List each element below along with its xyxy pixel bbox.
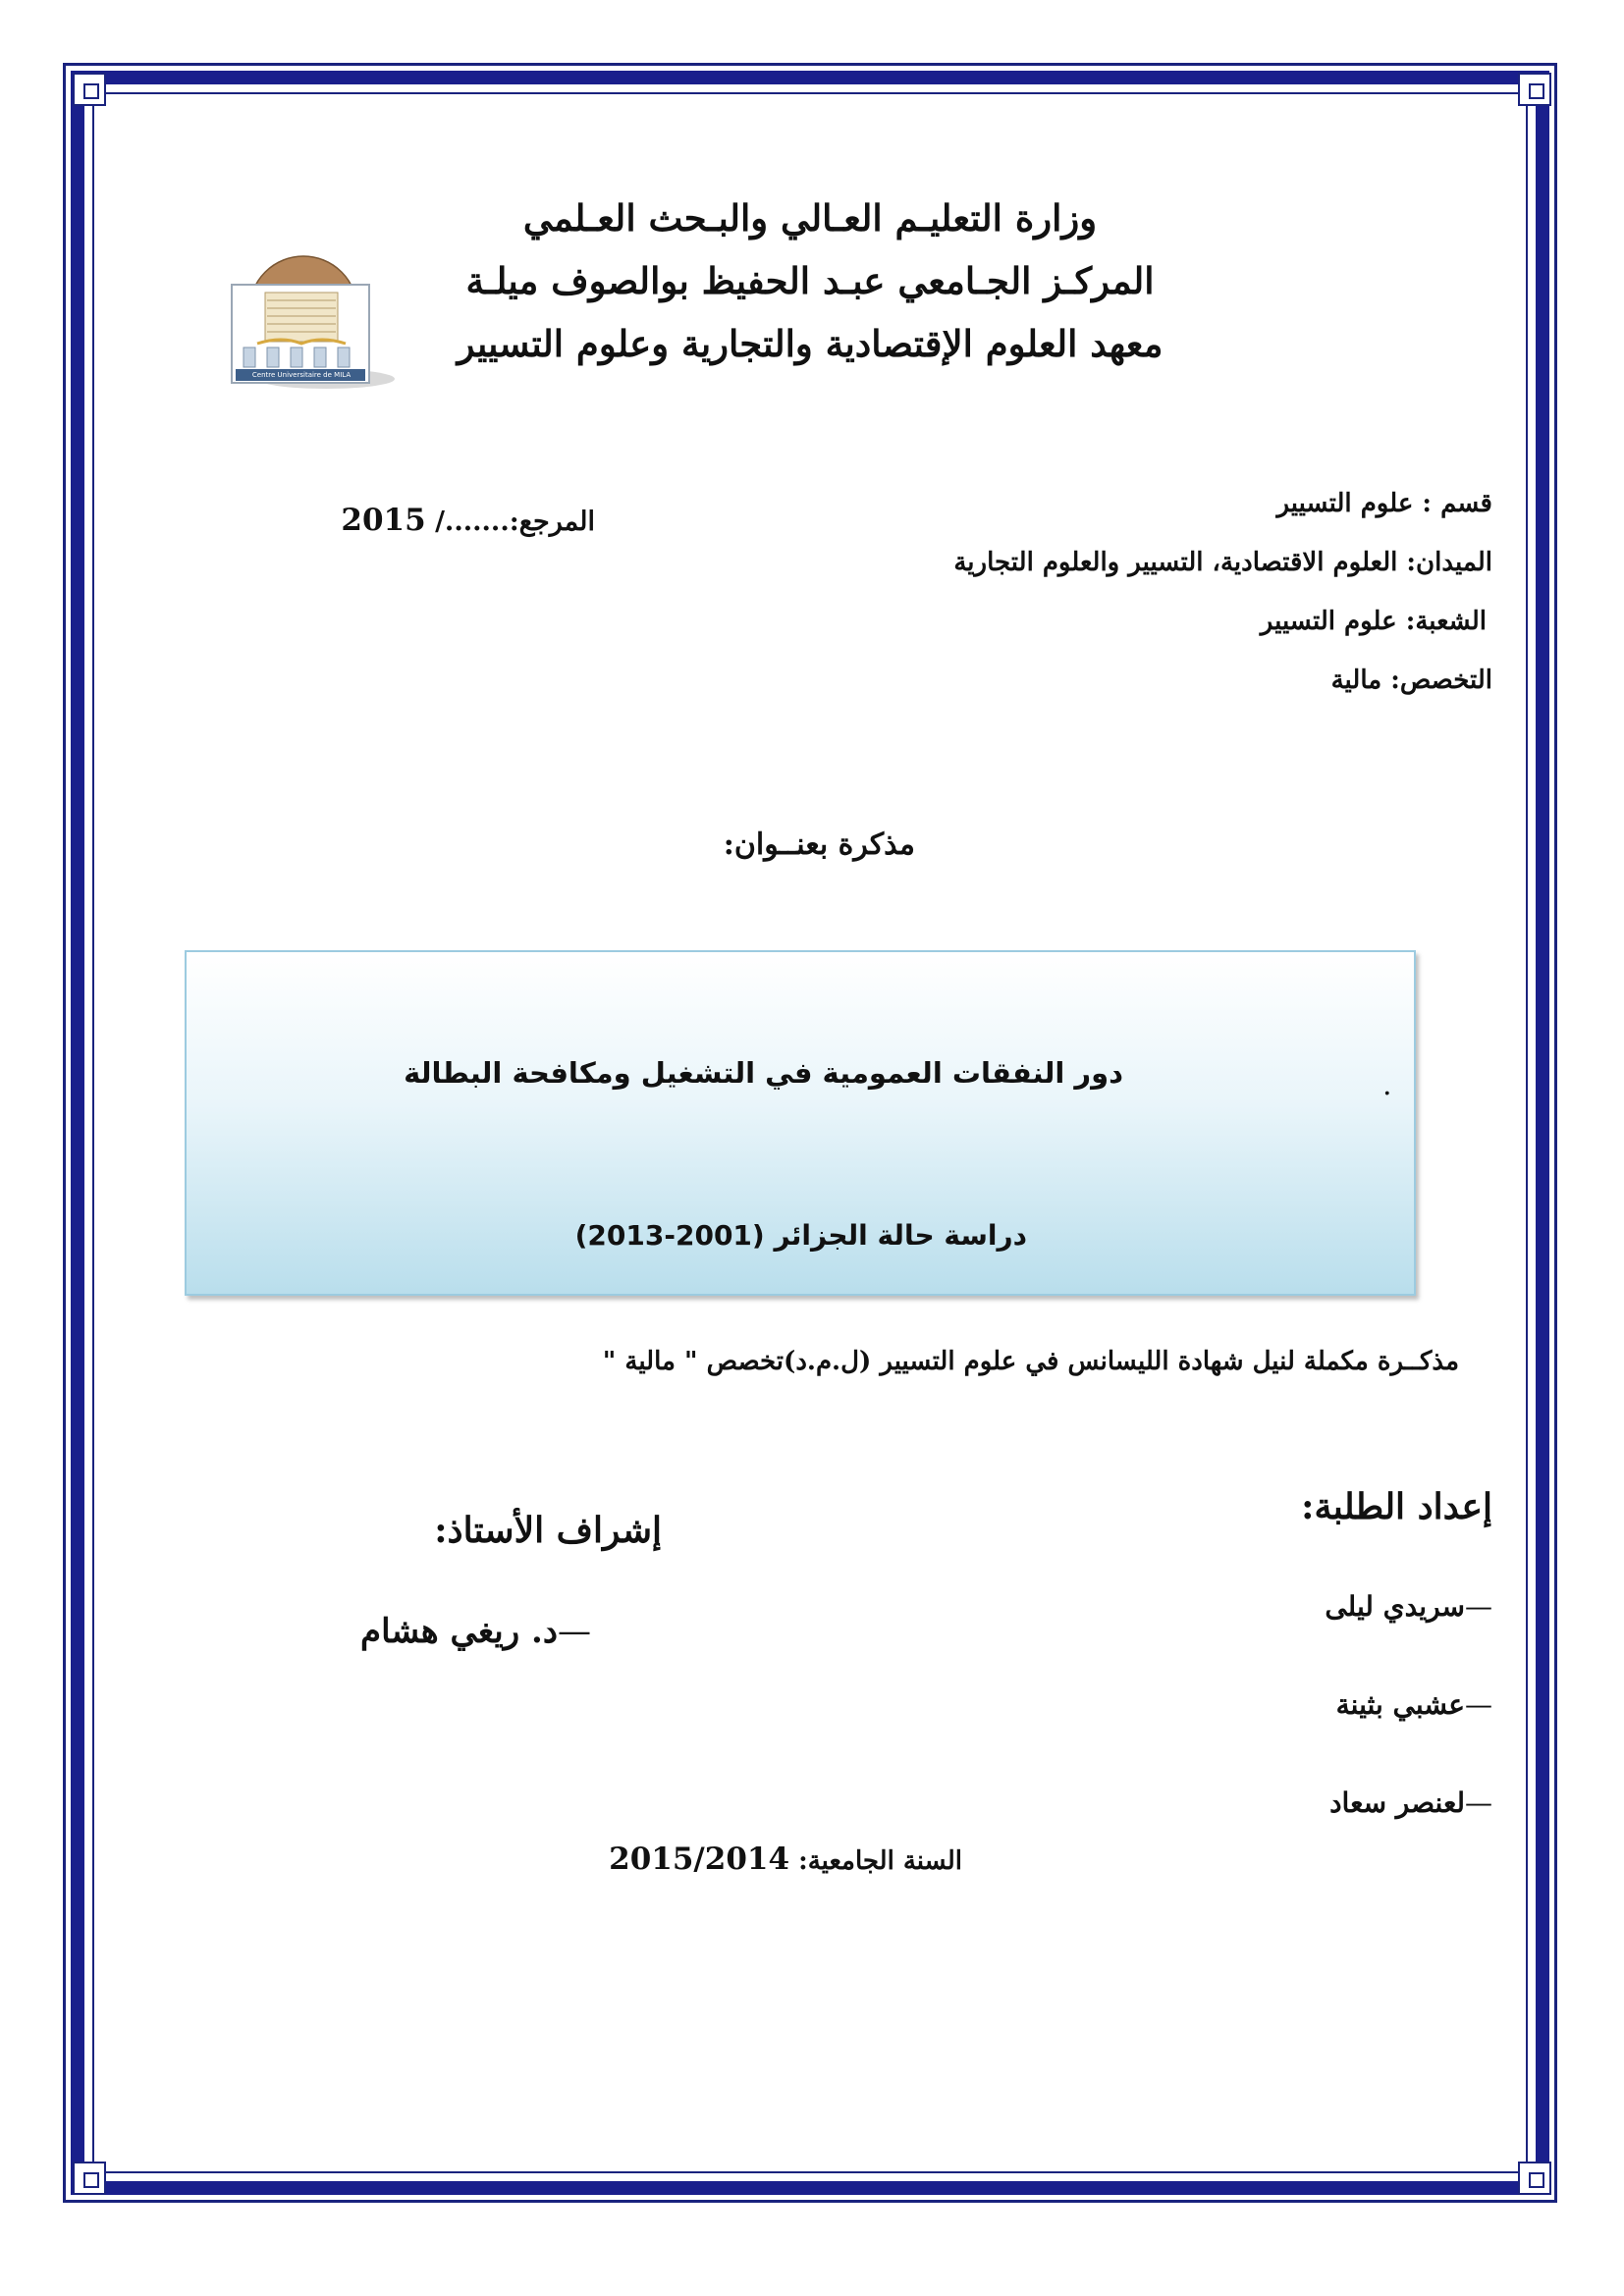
- stray-dot: .: [1382, 1068, 1392, 1102]
- frame-corner-top-left: [73, 73, 106, 106]
- specialty-line: التخصص: مالية: [1330, 666, 1492, 695]
- thesis-subtitle: دراسة حالة الجزائر (2001-2013): [574, 1219, 1027, 1252]
- student-name: —عشبي بثينة: [1335, 1688, 1492, 1721]
- reference-year: 2015: [341, 503, 426, 538]
- supervisor-name: —د. ريغي هشام: [360, 1612, 591, 1651]
- frame-corner-bottom-left: [73, 2162, 106, 2195]
- department-line: قسم : علوم التسيير: [1276, 489, 1492, 518]
- branch-line: الشعبة: علوم التسيير: [1260, 607, 1487, 636]
- student-name: —لعنصر سعاد: [1329, 1787, 1492, 1819]
- ministry-name: وزارة التعليـم العـالي والبـحث العـلمي: [522, 196, 1098, 240]
- reference-label: المرجع:......./: [435, 507, 595, 537]
- supervisor-label: إشراف الأستاذ:: [434, 1510, 662, 1551]
- frame-corner-top-right: [1518, 73, 1551, 106]
- university-logo: [228, 241, 395, 393]
- students-label: إعداد الطلبة:: [1301, 1486, 1492, 1527]
- academic-year: [609, 1842, 962, 1877]
- frame-corner-bottom-right: [1518, 2162, 1551, 2195]
- field-line: الميدان: العلوم الاقتصادية، التسيير والعلوم التجارية: [953, 548, 1492, 577]
- academic-year-value: 2015/2014: [609, 1842, 790, 1877]
- academic-year-label: السنة الجامعية:: [798, 1846, 962, 1876]
- university-center-name: المركـز الجـامعي عبـد الحفيظ بوالصوف ميلـة: [465, 259, 1155, 302]
- memo-title-label: مذكرة بعنــوان:: [723, 828, 915, 862]
- logo-caption: Centre Universitaire de MILA: [251, 371, 352, 379]
- degree-statement: مذكــرة مكملة لنيل شهادة الليسانس في علوم التسيير (ل.م.د)تخصص " مالية ": [602, 1347, 1459, 1376]
- institute-name: معهد العلوم الإقتصادية والتجارية وعلوم التسيير: [457, 322, 1164, 365]
- reference: [341, 503, 595, 538]
- thesis-title: دور النفقات العمومية في التشغيل ومكافحة البطالة: [404, 1056, 1123, 1090]
- thesis-title-box: [185, 950, 1416, 1296]
- student-name: —سريدي ليلى: [1325, 1590, 1492, 1623]
